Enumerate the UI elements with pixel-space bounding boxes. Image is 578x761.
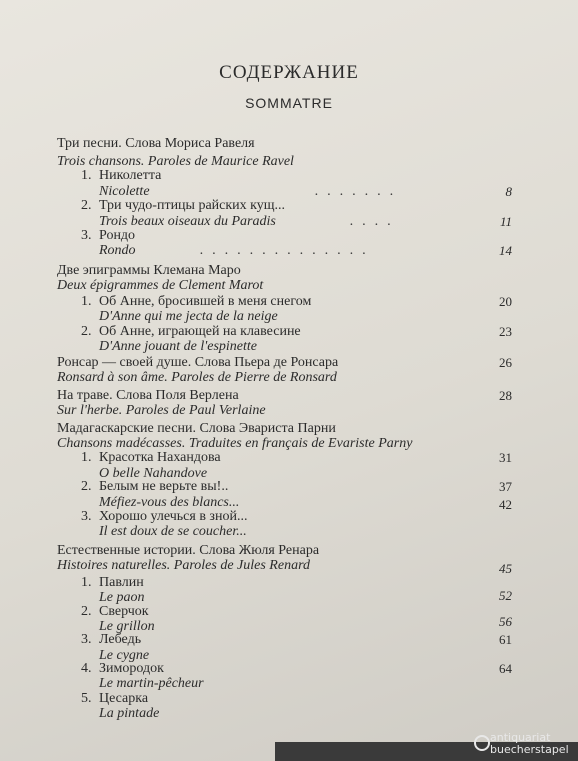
- contents-heading-russian: СОДЕРЖАНИЕ: [219, 62, 359, 83]
- page-number: 42: [499, 497, 512, 512]
- section-title-ru: Мадагаскарские песни. Слова Эвариста Парни: [57, 421, 336, 436]
- entry-ru: 3. Рондо: [81, 228, 136, 243]
- entry-ru: 4. Зимородок 64: [81, 661, 512, 676]
- entry-ru: 1. Красотка Нахандова 31: [81, 450, 512, 465]
- section-title-fr: Chansons madécasses. Traduites en français de Evariste Parny: [57, 436, 413, 451]
- entry-ru: 1. Об Анне, бросившей в меня снегом 20: [81, 294, 512, 309]
- page-number: 52: [499, 588, 512, 603]
- page-number: 20: [499, 294, 512, 309]
- page-number: 28: [499, 388, 512, 403]
- section-title-fr: Trois chansons. Paroles de Maurice Ravel: [57, 154, 294, 169]
- entry-fr: Le cygne: [99, 648, 150, 663]
- page-number: 26: [499, 355, 512, 370]
- entry-ru: 5. Цесарка: [81, 691, 149, 706]
- entry-fr: Le grillon 56: [99, 614, 512, 634]
- page-number: 61: [499, 632, 512, 647]
- entry-fr: Rondo .............. 14: [99, 243, 512, 258]
- entry-fr: Méfiez-vous des blancs...: [99, 495, 240, 510]
- page-number: 37: [499, 479, 512, 494]
- entry-fr: Nicolette ....... 8: [99, 184, 512, 199]
- entry-fr: Le paon 52: [99, 588, 512, 605]
- section-title-ru: Ронсар — своей душе. Слова Пьера де Ронсара 26: [57, 355, 512, 370]
- watermark: antiquariat buecherstapel: [490, 731, 569, 756]
- entry-fr: O belle Nahandove: [99, 466, 208, 481]
- section-title-ru: Естественные истории. Слова Жюля Ренара: [57, 543, 320, 558]
- page-number: 11: [499, 214, 512, 229]
- section-title-ru: Две эпиграммы Клемана Маро: [57, 263, 241, 278]
- entry-fr: D'Anne jouant de l'espinette: [99, 339, 258, 354]
- section-title-ru: Три песни. Слова Мориса Равеля: [57, 136, 255, 151]
- entry-ru: 3. Лебедь 61: [81, 632, 512, 647]
- section-title-fr: Ronsard à son âme. Paroles de Pierre de Ronsard: [57, 370, 337, 385]
- entry-fr: Le martin-pêcheur: [99, 676, 204, 691]
- page-number: 45: [499, 561, 512, 576]
- watermark-logo-icon: [474, 735, 490, 751]
- page-number: 31: [499, 450, 512, 465]
- section-title-fr: Sur l'herbe. Paroles de Paul Verlaine: [57, 403, 266, 418]
- entry-fr: La pintade: [99, 706, 160, 721]
- entry-ru: 2. Об Анне, играющей на клавесине 23: [81, 324, 512, 339]
- entry-ru: 2. Белым не верьте вы!.. 37: [81, 479, 512, 494]
- contents-heading-french: SOMMATRE: [245, 95, 333, 111]
- page-number: 23: [499, 324, 512, 339]
- entry-fr: D'Anne qui me jecta de la neige: [99, 309, 278, 324]
- page-number: 8: [505, 184, 512, 199]
- entry-ru: 1. Павлин: [81, 575, 144, 590]
- entry-fr: Trois beaux oiseaux du Paradis .... 11: [99, 214, 512, 229]
- entry-ru: 2. Три чудо-птицы райских кущ...: [81, 198, 286, 213]
- entry-fr: Il est doux de se coucher...: [99, 524, 247, 539]
- page-number: 14: [499, 243, 512, 258]
- entry-ru: 3. Хорошо улечься в зной... 42: [81, 497, 512, 524]
- section-title-ru: На траве. Слова Поля Верлена 28: [57, 388, 512, 403]
- section-title-fr: Deux épigrammes de Clement Marot: [57, 278, 264, 293]
- page-number: 56: [499, 614, 512, 629]
- section-title-fr: Histoires naturelles. Paroles de Jules Renard 45: [57, 558, 512, 576]
- page-number: 64: [499, 661, 512, 676]
- entry-ru: 2. Сверчок: [81, 604, 149, 619]
- entry-ru: 1. Николетта: [81, 168, 162, 183]
